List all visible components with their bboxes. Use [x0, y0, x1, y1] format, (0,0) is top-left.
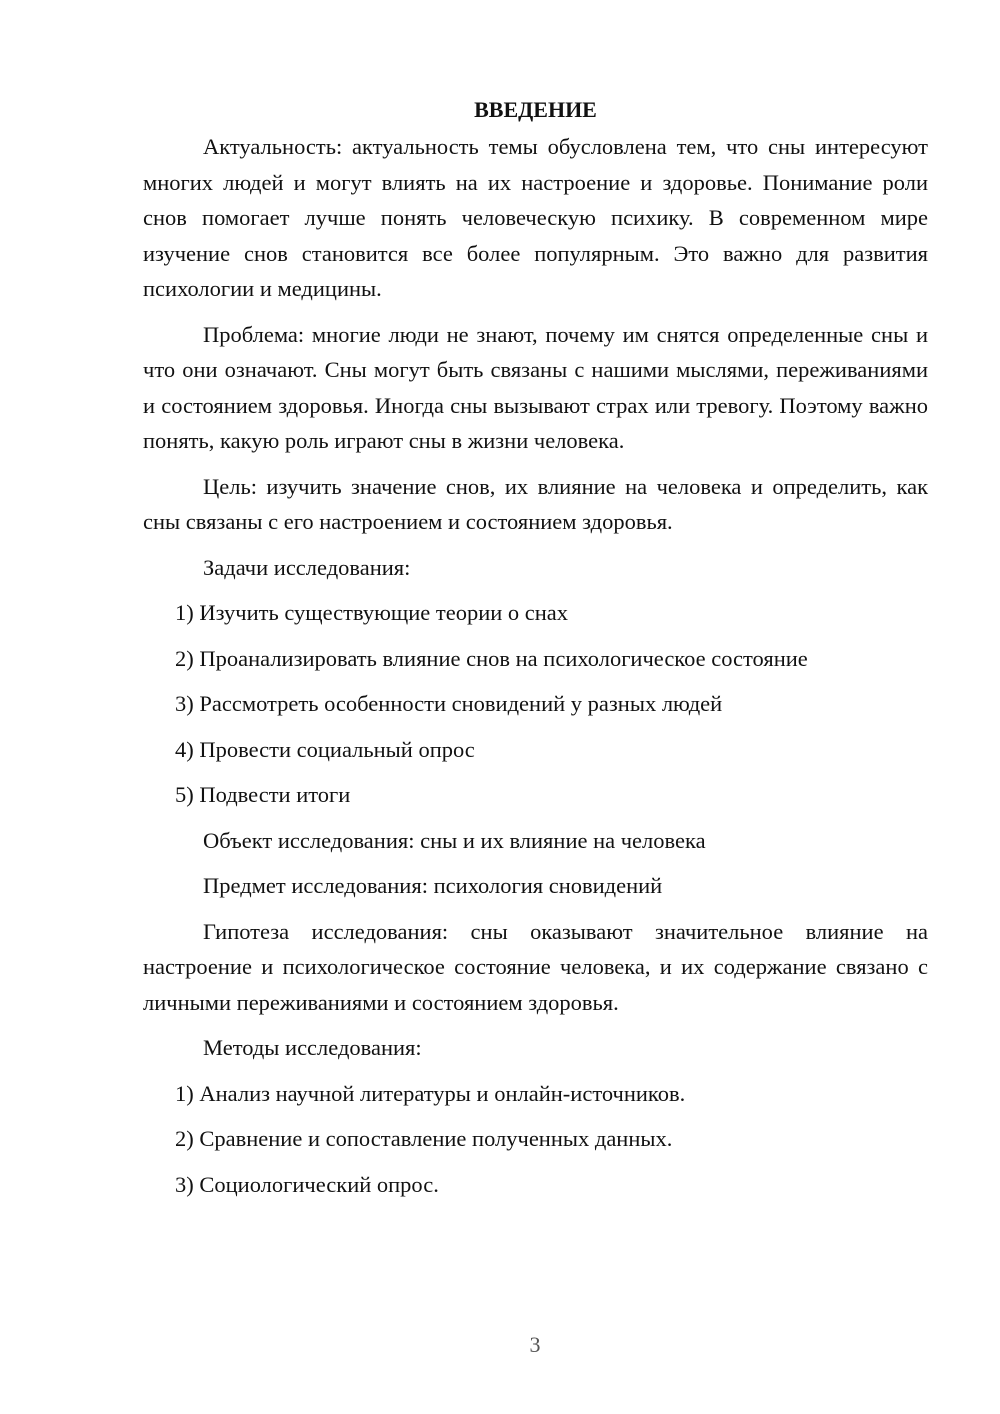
goal-paragraph: Цель: изучить значение снов, их влияние на человека и определить, как сны связаны с его настроением и состоянием здоровья.	[143, 473, 928, 534]
list-item: 5) Подвести итоги	[175, 782, 351, 807]
page-number: 3	[529, 1332, 541, 1357]
list-item: 2) Проанализировать влияние снов на психологическое состояние	[175, 645, 808, 671]
relevance-paragraph: Актуальность: актуальность темы обусловлена тем, что сны интересуют многих людей и могут влиять на их настроение и здоровье. Понимание роли снов помогает лучше понять человеческую психику. В современном мире изучение снов становится все более популярным. Это важно для развития психологии и медицины.	[143, 134, 928, 301]
list-item: 1) Анализ научной литературы и онлайн-источников.	[175, 1080, 686, 1106]
hypothesis-paragraph: Гипотеза исследования: сны оказывают значительное влияние на настроение и психологическое состояние человека, и их содержание связано с личными переживаниями и состоянием здоровья.	[143, 918, 928, 1015]
methods-title: Методы исследования:	[203, 1035, 422, 1060]
methods-list	[143, 1076, 928, 1203]
problem-paragraph: Проблема: многие люди не знают, почему им снятся определенные сны и что они означают. Сны могут быть связаны с нашими мыслями, переживаниями и состоянием здоровья. Иногда сны вызывают страх или тревогу. Поэтому важно понять, какую роль играют сны в жизни человека.	[143, 321, 928, 453]
subject-line: Предмет исследования: психология сновидений	[203, 873, 663, 898]
document-body	[143, 92, 928, 1212]
object-line: Объект исследования: сны и их влияние на человека	[203, 827, 706, 853]
page-title: ВВЕДЕНИЕ	[474, 97, 597, 122]
list-item: 3) Рассмотреть особенности сновидений у разных людей	[175, 691, 723, 716]
tasks-title: Задачи исследования:	[203, 554, 411, 580]
list-item: 1) Изучить существующие теории о снах	[175, 600, 569, 625]
list-item: 2) Сравнение и сопоставление полученных данных.	[175, 1126, 673, 1151]
tasks-list	[143, 595, 928, 813]
list-item: 4) Провести социальный опрос	[175, 736, 475, 762]
list-item: 3) Социологический опрос.	[175, 1171, 439, 1197]
